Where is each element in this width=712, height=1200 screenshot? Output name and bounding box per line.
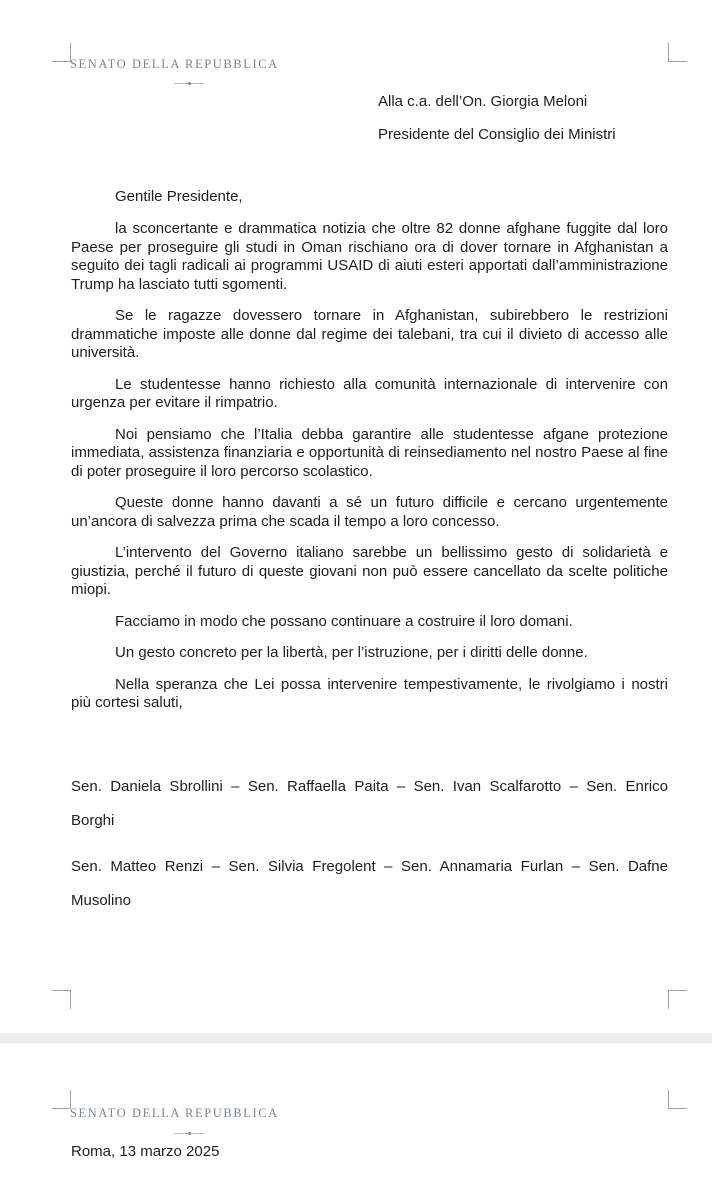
recipient-line-1: Alla c.a. dell’On. Giorgia Meloni [378,93,588,110]
signatures-row-2: Sen. Matteo Renzi – Sen. Silvia Fregolent – Sen. Annamaria Furlan – Sen. Dafne [71,858,668,875]
crop-mark-top-left [52,1090,71,1109]
crop-mark-bottom-left [52,990,71,1009]
body-paragraph: Le studentesse hanno richiesto alla comunità internazionale di intervenire con urgenza per evitare il rimpatrio. [71,375,668,411]
signatures-row-1: Sen. Daniela Sbrollini – Sen. Raffaella Paita – Sen. Ivan Scalfarotto – Sen. Enrico [71,778,668,795]
salutation: Gentile Presidente, [115,188,243,205]
body-paragraph: Se le ragazze dovessero tornare in Afghanistan, subirebbero le restrizioni drammatiche imposte alle donne dal regime dei talebani, tra cui il divieto di accesso alle università. [71,307,668,361]
signatures-row-2-continued: Musolino [71,892,132,909]
signatures-row-1-continued: Borghi [71,812,115,829]
crop-mark-bottom-right [668,990,687,1009]
body-paragraph: Noi pensiamo che l’Italia debba garantire alle studentesse afgane protezione immediata, assistenza finanziaria e opportunità di reinsediamento nel nostro Paese al fine di poter proseguire il loro percorso scolastico. [71,425,668,480]
body-paragraph: Queste donne hanno davanti a sé un futuro difficile e cercano urgentemente un’ancora di salvezza prima che scada il tempo a loro concesso. [71,494,668,530]
body-paragraph: Un gesto concreto per la libertà, per l’istruzione, per i diritti delle donne. [115,644,588,661]
body-paragraph: la sconcertante e drammatica notizia che oltre 82 donne afghane fuggite dal loro Paese per proseguire gli studi in Oman rischiano ora di dover tornare in Afghanistan a seguito dei tagli radicali ai programmi USAID di aiuti esteri apportati dall’amministrazione Trump ha lasciato tutti sgomenti. [71,220,668,293]
recipient-line-2: Presidente del Consiglio dei Ministri [378,126,616,143]
letter-page-2 [0,1043,712,1200]
crop-mark-top-right [668,1090,687,1109]
letterhead-title: SENATO DELLA REPUBBLICA [70,57,279,71]
letterhead-title: SENATO DELLA REPUBBLICA [70,1106,279,1120]
letter-body [71,220,668,726]
body-paragraph: Facciamo in modo che possano continuare a costruire il loro domani. [115,612,573,630]
letterhead-ornament [174,83,204,84]
crop-mark-top-right [668,43,687,62]
body-paragraph: Nella speranza che Lei possa intervenire tempestivamente, le rivolgiamo i nostri più cortesi saluti, [71,675,668,711]
crop-mark-top-left [52,43,71,62]
letterhead-ornament [174,1133,204,1134]
body-paragraph: L’intervento del Governo italiano sarebbe un bellissimo gesto di solidarietà e giustizia, perché il futuro di queste giovani non può essere cancellato da scelte politiche miopi. [71,544,668,598]
letter-date: Roma, 13 marzo 2025 [71,1143,220,1160]
